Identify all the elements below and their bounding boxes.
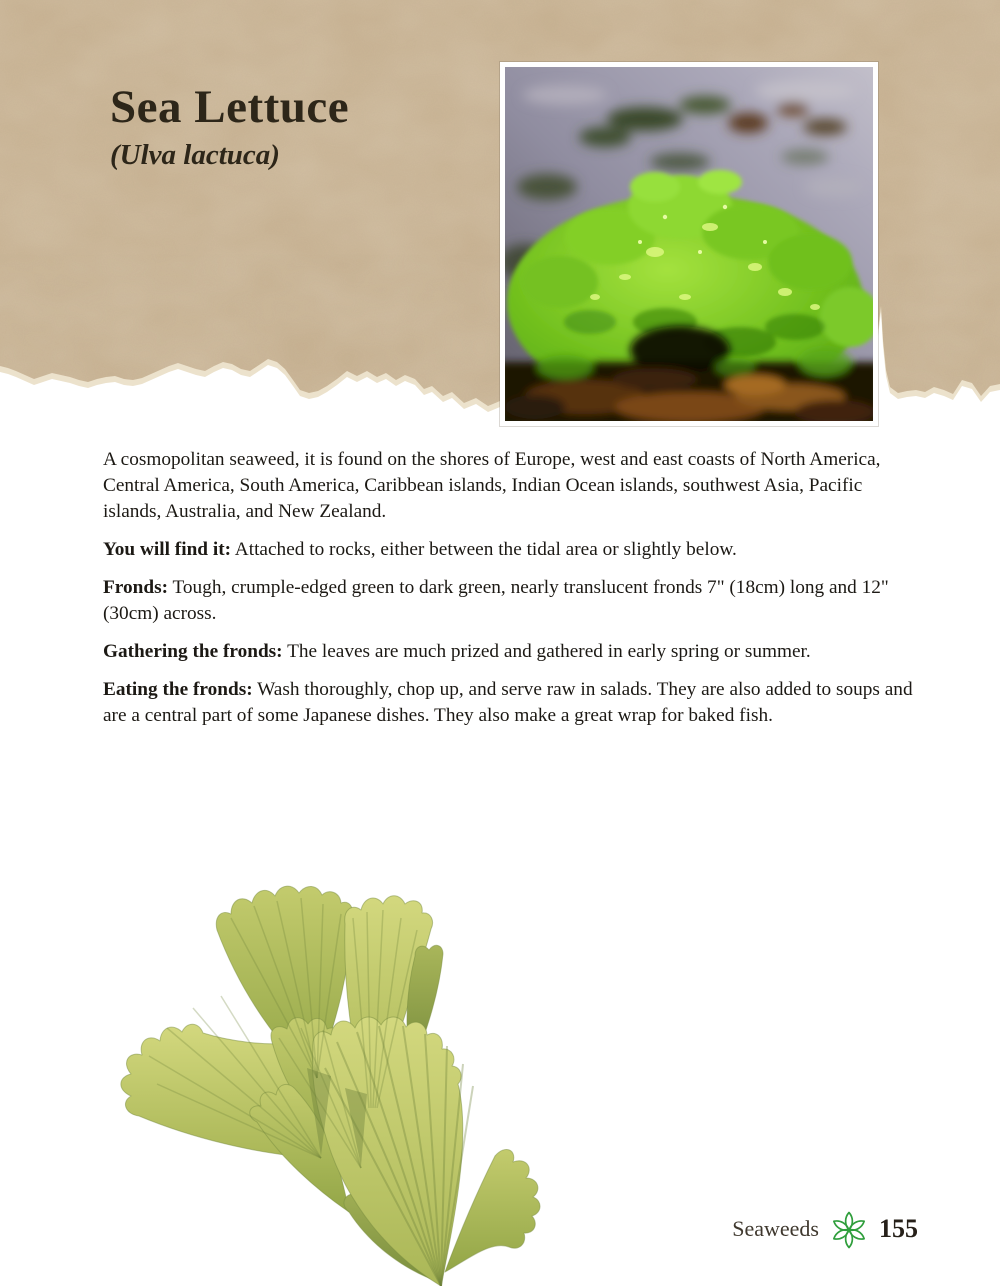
paragraph-text: Wash thoroughly, chop up, and serve raw in salads. They are also added to soups and are a central part of some Japanese dishes. They also make a great wrap for baked fish.	[103, 679, 913, 726]
paragraph-lead: Eating the fronds:	[103, 679, 253, 700]
sea-lettuce-photo	[500, 62, 878, 426]
sea-lettuce-watercolor-illustration	[108, 826, 570, 1286]
page-title: Sea Lettuce	[110, 81, 350, 133]
page-subtitle: (Ulva lactuca)	[110, 139, 280, 171]
paragraph-find-it	[103, 537, 913, 563]
paragraph-text: Tough, crumple-edged green to dark green, nearly translucent fronds 7" (18cm) long and 12" (30cm) across.	[103, 577, 889, 624]
body-text	[103, 447, 913, 741]
paragraph-lead: Gathering the fronds:	[103, 641, 283, 662]
paragraph-eating	[103, 677, 913, 729]
page-number: 155	[879, 1214, 918, 1243]
paragraph-intro	[103, 447, 913, 525]
paragraph-lead: You will find it:	[103, 539, 232, 560]
paragraph-text: The leaves are much prized and gathered in early spring or summer.	[287, 641, 811, 662]
paragraph-text: A cosmopolitan seaweed, it is found on the shores of Europe, west and east coasts of North America, Central America, South America, Caribbean islands, Indian Ocean islands, southwest Asia, Pacific islands, Australia, and New Zealand.	[103, 449, 881, 522]
paragraph-gathering	[103, 639, 913, 665]
plant-star-icon	[831, 1209, 867, 1249]
paragraph-fronds	[103, 575, 913, 627]
paragraph-lead: Fronds:	[103, 577, 168, 598]
paragraph-text: Attached to rocks, either between the tidal area or slightly below.	[234, 539, 737, 560]
footer-section-label: Seaweeds	[732, 1216, 819, 1241]
page-footer	[732, 1206, 918, 1252]
